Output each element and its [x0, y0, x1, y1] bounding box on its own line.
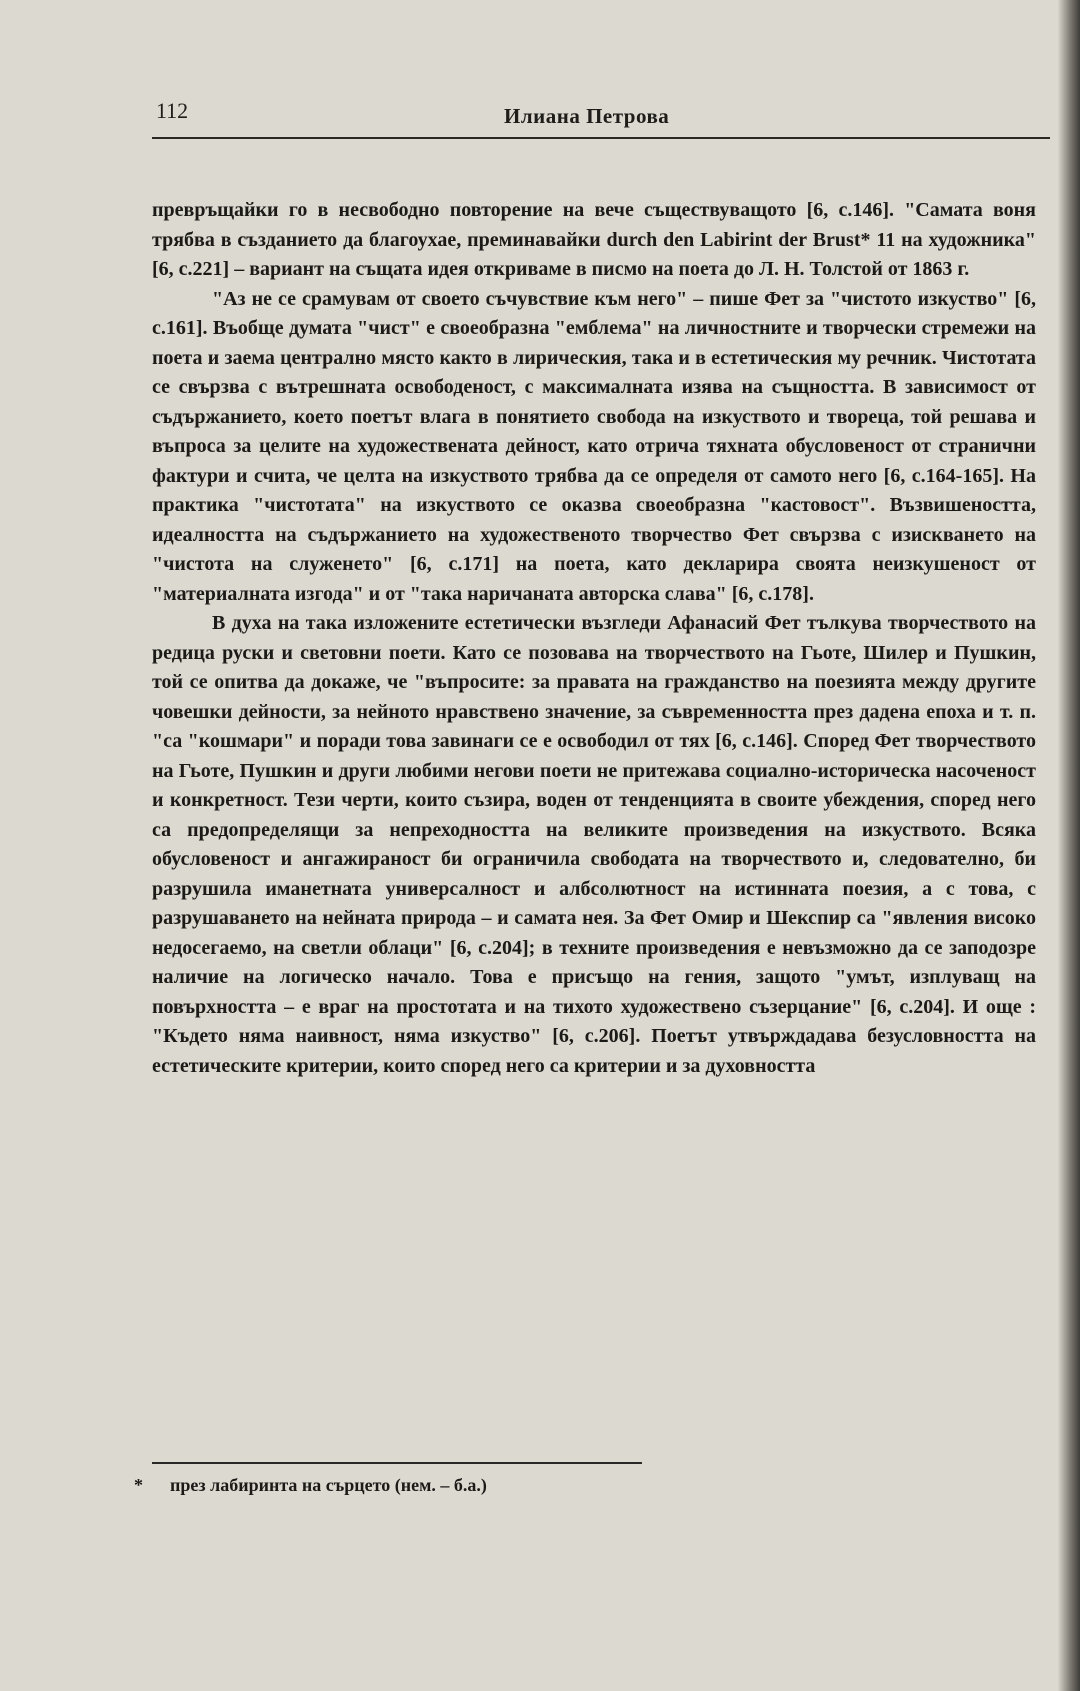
footnote-rule — [152, 1462, 642, 1464]
paragraph-2: "Аз не се срамувам от своето съчувствие към него" – пише Фет за "чистото изкуство" [6, с.161]. Въобще думата "чист" е своеобразна "емблема" на личностните и творчески стремежи на поета и заема централно място както в лирическия, така и в естетическия му речник. Чистотата се свързва с вътрешната освободеност, с максималната изява на същността. В зависимост от съдържанието, което поетът влага в понятието свобода на изкуството и твореца, той решава и въпроса за целите на художествената дейност, като отрича тяхната обусловеност от странични фактури и счита, че целта на изкуството трябва да се определя от самото него [6, с.164-165]. На практика "чистотата" на изкуството се оказва своеобразна "кастовост". Възвишеността, идеалността на съдържанието на художественото творчество Фет свързва с изискването на "чистота на служенето" [6, с.171] на поета, като декларира своята неизкушеност от "материалната изгода" и от "така наричаната авторска слава" [6, с.178]. — [152, 287, 1036, 605]
paragraph-3: В духа на така изложените естетически възгледи Афанасий Фет тълкува творчеството на редица руски и световни поети. Като се позовава на творчеството на Гьоте, Шилер и Пушкин, той се опитва да докаже, че "въпросите: за правата на гражданство на поезията между другите човешки дейности, за нейното нравствено значение, за съвременността през дадена епоха и т. п. "са "кошмари" и поради това завинаги се е освободил от тях [6, с.146]. Според Фет творчеството на Гьоте, Пушкин и други любими негови поети не притежава социално-историческа насоченост и конкретност. Тези черти, които съзира, воден от тенденцията в своите убеждения, според него са предопределящи за непреходността на великите произведения на изкуството. Всяка обусловеност и ангажираност би ограничила свободата на творчеството и, следователно, би разрушила иманетната универсалност и албсолютност на истинната поезия, а с това, с разрушаването на нейната природа – и самата нея. За Фет Омир и Шекспир са "явления високо недосегаемо, на светли облаци" [6, с.204]; в техните произведения е невъзможно да се заподозре наличие на логическо начало. Това е присъщо на гения, защото "умът, изплуващ на повърхността – е враг на простотата и на тихото художествено съзерцание" [6, с.204]. И още : "Където няма наивност, няма изкуство" [6, с.206]. Поетът утвърждадава безусловността на естетическите критерии, които според него са критерии и за духовността — [152, 612, 1036, 1077]
page-header — [152, 94, 1050, 134]
body-text — [152, 196, 1036, 1081]
footnote-text: през лабиринта на сърцето (нем. – б.а.) — [170, 1475, 487, 1495]
header-rule — [152, 137, 1050, 139]
page-number: 112 — [156, 98, 189, 123]
running-head-author: Илиана Петрова — [504, 104, 670, 128]
paragraph-1: превръщайки го в несвободно повторение на вече съществуващото [6, с.146]. "Самата воня трябва в създанието да благоухае, преминавайки durch den Labirint der Brust* 11 на художника" [6, с.221] – вариант на същата идея откриваме в писмо на поета до Л. Н. Толстой от 1863 г. — [152, 199, 1036, 280]
footnote — [134, 1475, 487, 1496]
book-spine-shadow — [1058, 0, 1080, 1691]
footnote-mark: * — [134, 1475, 143, 1495]
